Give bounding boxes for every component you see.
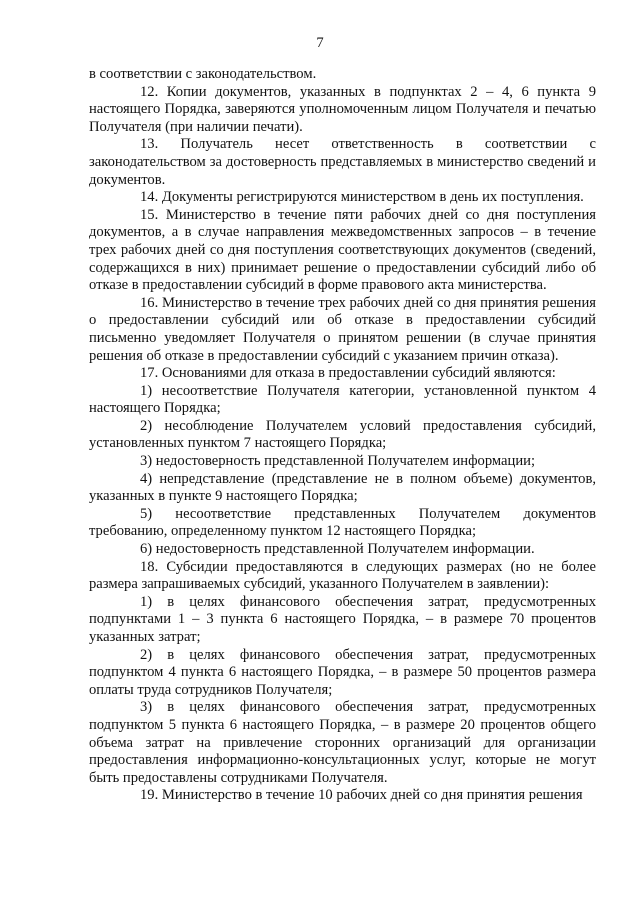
list-item: 1) в целях финансового обеспечения затрат, предусмотренных подпунктами 1 – 3 пункта 6 настоящего Порядка, – в размере 70 процентов указанных затрат; xyxy=(89,593,596,645)
list-item: 5) несоответствие представленных Получателем документов требованию, определенному пунктом 12 настоящего Порядка; xyxy=(89,505,596,540)
page-number: 7 xyxy=(316,35,324,51)
list-item: 4) непредставление (представление не в полном объеме) документов, указанных в пункте 9 настоящего Порядка; xyxy=(89,470,596,505)
paragraph: 18. Субсидии предоставляются в следующих размерах (но не более размера запрашиваемых субсидий, указанного Получателем в заявлении): xyxy=(89,558,596,593)
paragraph: 13. Получатель несет ответственность в соответствии с законодательством за достоверность представляемых в министерство сведений и документов. xyxy=(89,136,596,188)
list-item: 2) несоблюдение Получателем условий предоставления субсидий, установленных пунктом 7 настоящего Порядка; xyxy=(89,417,596,452)
paragraph: в соответствии с законодательством. xyxy=(89,66,317,82)
paragraph: 17. Основаниями для отказа в предоставлении субсидий являются: xyxy=(140,365,556,382)
paragraph: 15. Министерство в течение пяти рабочих дней со дня поступления документов, а в случае направления межведомственных запросов – в течение трех рабочих дней со дня поступления соответствующих документов (сведений, содержащихся в них) принимает решение о предоставлении субсидий либо об отказе в предоставлении субсидий в форме правового акта министерства. xyxy=(89,206,596,294)
paragraph: 16. Министерство в течение трех рабочих дней со дня принятия решения о предоставлении субсидий или об отказе в предоставлении субсидий письменно уведомляет Получателя о принятом решении (в случае принятия решения об отказе в предоставлении субсидий с указанием причин отказа). xyxy=(89,294,596,364)
list-item: 2) в целях финансового обеспечения затрат, предусмотренных подпунктом 4 пункта 6 настоящего Порядка, – в размере 50 процентов размера оплаты труда сотрудников Получателя; xyxy=(89,646,596,698)
list-item: 3) в целях финансового обеспечения затрат, предусмотренных подпунктом 5 пункта 6 настоящего Порядка, – в размере 20 процентов общего объема затрат на привлечение сторонних организаций для организации предоставления информационно-консультационных услуг, которые не могут быть предоставлены сотрудниками Получателя. xyxy=(89,699,596,786)
list-item: 1) несоответствие Получателя категории, установленной пунктом 4 настоящего Порядка; xyxy=(89,382,596,417)
paragraph: 19. Министерство в течение 10 рабочих дней со дня принятия решения xyxy=(140,787,583,804)
paragraph: 14. Документы регистрируются министерством в день их поступления. xyxy=(140,189,584,206)
list-item: 3) недостоверность представленной Получателем информации; xyxy=(140,453,536,470)
paragraph: 12. Копии документов, указанных в подпунктах 2 – 4, 6 пункта 9 настоящего Порядка, заверяются уполномоченным лицом Получателя и печатью Получателя (при наличии печати). xyxy=(89,83,596,135)
document-body xyxy=(89,66,596,805)
list-item: 6) недостоверность представленной Получателем информации. xyxy=(140,541,535,558)
